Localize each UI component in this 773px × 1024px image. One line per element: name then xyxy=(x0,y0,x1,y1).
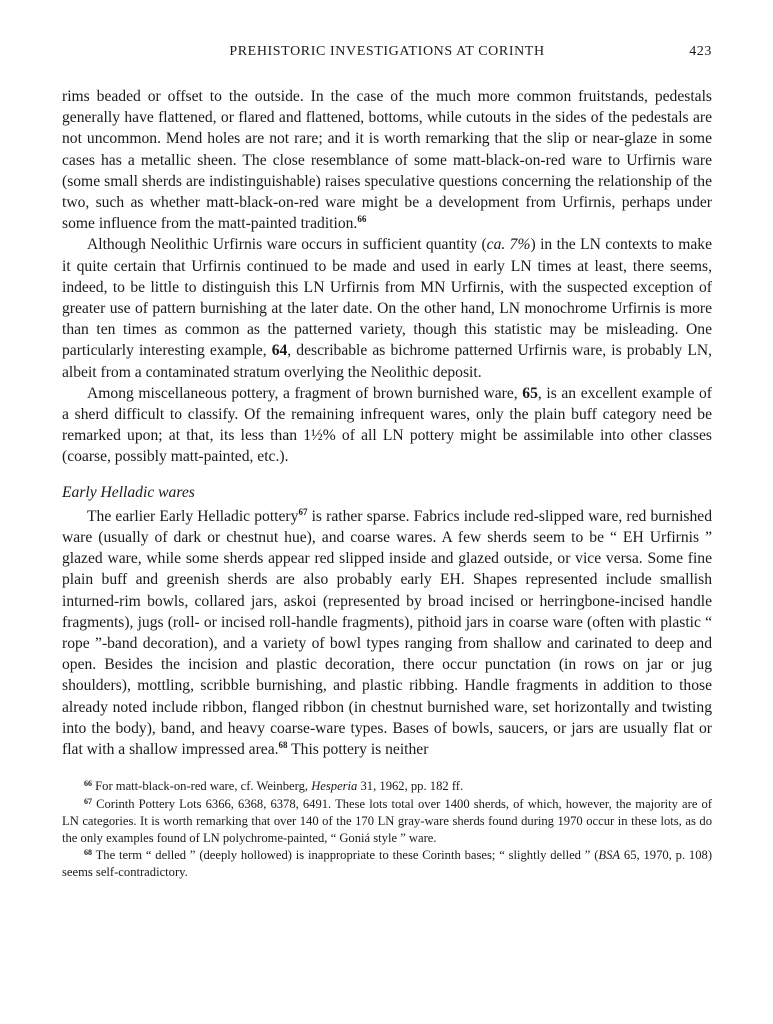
page xyxy=(62,44,712,882)
running-head-title: PREHISTORIC INVESTIGATIONS AT CORINTH xyxy=(229,44,545,59)
footnote-66-text-b: 31, 1962, pp. 182 ff. xyxy=(357,779,464,794)
footnote-68-journal: BSA xyxy=(598,848,621,863)
body-text xyxy=(62,86,712,760)
catalogue-number-64: 64 xyxy=(271,342,288,360)
paragraph-2 xyxy=(62,234,712,382)
footnote-68-text-b: 65, 1970, p. 108) seems self-contradictory. xyxy=(62,848,713,880)
footnote-66-text-a: For matt-black-on-red ware, cf. Weinberg, xyxy=(92,779,312,794)
paragraph-3 xyxy=(62,383,712,468)
running-head xyxy=(62,44,712,66)
footnote-ref-66: 66 xyxy=(357,214,367,225)
footnote-66-journal: Hesperia xyxy=(311,779,358,794)
footnote-ref-68: 68 xyxy=(278,740,288,751)
section-heading: Early Helladic wares xyxy=(62,483,195,501)
paragraph-2-text-b: ) in the LN contexts to make it quite certain that Urfirnis continued to be made and used in early LN times at least, there seems, indeed, to be little to distinguish this LN Urfirnis from MN Urfirnis, with the suspected exception of greater use of pattern burnishing at the later date. On the other hand, LN monochrome Urfirnis is more than ten times as common as the patterned variety, though this statistic may be misleading. One particularly interesting example, xyxy=(62,236,712,360)
paragraph-4-text-b: is rather sparse. Fabrics include red-slipped ware, red burnished ware (usually of dark or chestnut hue), and coarse wares. A few sherds seem to be “ EH Urfirnis ” glazed ware, while some sherds appear red slipped inside and glazed outside, or vice versa. Some fine plain buff and greenish sherds are also probably early EH. Shapes represented include smallish inturned-rim bowls, collared jars, askoi (represented by broad incised or herringbone-incised handle fragments), jugs (roll- or incised roll-handle fragments), pithoid jars in coarse ware (often with plastic “ rope ”-band decoration), and a variety of bowl types ranging from shallow and carinated to deep and open. Besides the incision and plastic decoration, there occur punctation (in rows on jar or jug shoulders), mottling, scribble burnishing, and plastic ribbing. Handle fragments in addition to those already noted include ribbon, flanged ribbon (in chestnut burnished ware, set horizontally and twisting into the body), band, and heavy coarse-ware types. Bases of bowls, saucers, or jars are usually flat or flat with a shallow impressed area. xyxy=(62,507,712,759)
footnote-66-number: 66 xyxy=(84,779,92,789)
footnote-68-text-a: The term “ delled ” (deeply hollowed) is inappropriate to these Corinth bases; “ slightly delled ” ( xyxy=(92,848,599,863)
paragraph-4-text-c: This pottery is neither xyxy=(287,741,429,759)
footnotes xyxy=(62,778,712,881)
footnote-68 xyxy=(62,847,712,881)
paragraph-2-text-a: Although Neolithic Urfirnis ware occurs in sufficient quantity ( xyxy=(87,236,487,254)
catalogue-number-65: 65 xyxy=(522,384,538,402)
paragraph-2-text-c: , describable as bichrome patterned Urfirnis ware, is probably LN, albeit from a contaminated stratum overlying the Neolithic deposit. xyxy=(62,342,713,381)
paragraph-2-ca: ca. 7% xyxy=(486,236,531,254)
paragraph-1-text: rims beaded or offset to the outside. In the case of the much more common fruitstands, pedestals generally have flattened, or flared and flattened, bottoms, while cutouts in the sides of the pedestals are not uncommon. Mend holes are not rare; and it is worth remarking that the slip or near-glaze in some cases has a metallic sheen. The close resemblance of some matt-black-on-red ware to Urfirnis ware (some small sherds are indistinguishable) raises speculative questions concerning the relationship of the two, such as whether matt-black-on-red ware might be a development from Urfirnis, perhaps under some influence from the matt-painted tradition. xyxy=(62,88,712,233)
footnote-ref-67: 67 xyxy=(298,506,308,517)
footnote-67-text: Corinth Pottery Lots 6366, 6368, 6378, 6491. These lots total over 1400 sherds, of which, however, the majority are of LN categories. It is worth remarking that over 140 of the 170 LN gray-ware sherds found during 1970 occur in these lots, as do the only examples found of LN polychrome-painted, “ Goniá style ” ware. xyxy=(62,796,712,845)
paragraph-1 xyxy=(62,86,712,234)
footnote-68-number: 68 xyxy=(84,848,92,858)
footnote-67 xyxy=(62,796,712,848)
page-number: 423 xyxy=(689,44,712,59)
paragraph-3-text-a: Among miscellaneous pottery, a fragment of brown burnished ware, xyxy=(87,384,523,402)
paragraph-4 xyxy=(62,506,712,760)
footnote-67-number: 67 xyxy=(84,796,92,806)
footnote-66 xyxy=(62,778,712,795)
paragraph-3-text-b: , is an excellent example of a sherd difficult to classify. Of the remaining infrequent wares, only the plain buff category need be remarked upon; at that, its less than 1½% of all LN pottery might be assimilable into other classes (coarse, possibly matt-painted, etc.). xyxy=(62,384,712,466)
paragraph-4-text-a: The earlier Early Helladic pottery xyxy=(87,507,299,525)
